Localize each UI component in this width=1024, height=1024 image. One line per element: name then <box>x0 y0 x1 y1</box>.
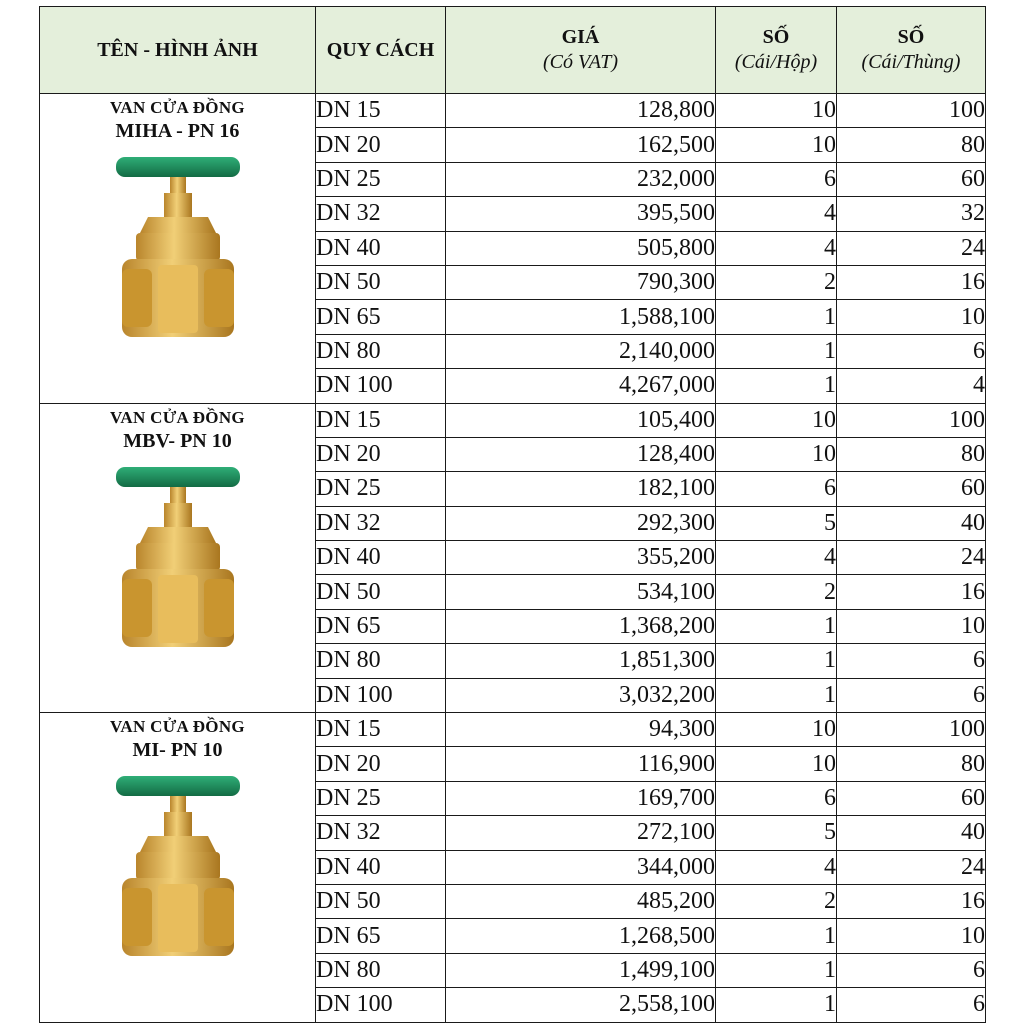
header-price <box>446 7 716 94</box>
carton-qty-cell: 24 <box>837 850 986 884</box>
box-qty-cell: 10 <box>716 437 837 471</box>
box-qty-cell: 4 <box>716 231 837 265</box>
spec-cell: DN 80 <box>316 953 446 987</box>
price-cell: 395,500 <box>446 197 716 231</box>
price-cell: 3,032,200 <box>446 678 716 712</box>
spec-cell: DN 65 <box>316 919 446 953</box>
box-qty-cell: 6 <box>716 781 837 815</box>
spec-cell: DN 65 <box>316 609 446 643</box>
header-box-sub: (Cái/Hộp) <box>734 51 818 73</box>
box-qty-cell: 1 <box>716 678 837 712</box>
spec-cell: DN 40 <box>316 231 446 265</box>
price-cell: 1,499,100 <box>446 953 716 987</box>
box-qty-cell: 4 <box>716 197 837 231</box>
box-qty-cell: 1 <box>716 953 837 987</box>
price-cell: 790,300 <box>446 265 716 299</box>
carton-qty-cell: 100 <box>837 713 986 747</box>
box-qty-cell: 1 <box>716 609 837 643</box>
spec-cell: DN 15 <box>316 94 446 128</box>
price-cell: 94,300 <box>446 713 716 747</box>
carton-qty-cell: 100 <box>837 94 986 128</box>
spec-cell: DN 15 <box>316 403 446 437</box>
price-cell: 2,140,000 <box>446 334 716 368</box>
spec-cell: DN 50 <box>316 884 446 918</box>
price-cell: 116,900 <box>446 747 716 781</box>
price-cell: 182,100 <box>446 472 716 506</box>
spec-cell: DN 100 <box>316 988 446 1022</box>
spec-cell: DN 40 <box>316 850 446 884</box>
spec-cell: DN 100 <box>316 369 446 403</box>
box-qty-cell: 2 <box>716 575 837 609</box>
product-cell <box>40 403 316 713</box>
spec-cell: DN 25 <box>316 781 446 815</box>
price-cell: 1,851,300 <box>446 644 716 678</box>
brass-gate-valve-icon <box>108 772 248 977</box>
header-name-image <box>40 7 316 94</box>
price-cell: 272,100 <box>446 816 716 850</box>
header-carton-label: SỐ <box>897 26 925 48</box>
header-carton-sub: (Cái/Thùng) <box>861 51 961 73</box>
header-price-label: GIÁ <box>561 26 600 48</box>
spec-cell: DN 65 <box>316 300 446 334</box>
header-price-sub: (Có VAT) <box>543 51 618 73</box>
carton-qty-cell: 6 <box>837 988 986 1022</box>
price-cell: 355,200 <box>446 541 716 575</box>
spec-cell: DN 20 <box>316 747 446 781</box>
price-cell: 292,300 <box>446 506 716 540</box>
box-qty-cell: 6 <box>716 162 837 196</box>
carton-qty-cell: 60 <box>837 781 986 815</box>
price-cell: 105,400 <box>446 403 716 437</box>
product-title: VAN CỬA ĐỒNG <box>110 717 245 737</box>
price-cell: 4,267,000 <box>446 369 716 403</box>
table-row <box>40 713 986 747</box>
box-qty-cell: 6 <box>716 472 837 506</box>
spec-cell: DN 80 <box>316 334 446 368</box>
carton-qty-cell: 16 <box>837 575 986 609</box>
box-qty-cell: 2 <box>716 884 837 918</box>
carton-qty-cell: 80 <box>837 128 986 162</box>
carton-qty-cell: 32 <box>837 197 986 231</box>
header-box-qty <box>716 7 837 94</box>
carton-qty-cell: 80 <box>837 437 986 471</box>
box-qty-cell: 10 <box>716 94 837 128</box>
price-cell: 169,700 <box>446 781 716 815</box>
price-cell: 128,800 <box>446 94 716 128</box>
box-qty-cell: 4 <box>716 541 837 575</box>
carton-qty-cell: 6 <box>837 644 986 678</box>
box-qty-cell: 1 <box>716 334 837 368</box>
carton-qty-cell: 6 <box>837 678 986 712</box>
box-qty-cell: 10 <box>716 747 837 781</box>
spec-cell: DN 50 <box>316 575 446 609</box>
spec-cell: DN 25 <box>316 472 446 506</box>
carton-qty-cell: 10 <box>837 609 986 643</box>
price-cell: 534,100 <box>446 575 716 609</box>
carton-qty-cell: 80 <box>837 747 986 781</box>
header-row <box>40 7 986 94</box>
header-carton-qty <box>837 7 986 94</box>
price-cell: 344,000 <box>446 850 716 884</box>
product-model: MI- PN 10 <box>132 739 223 762</box>
spec-cell: DN 80 <box>316 644 446 678</box>
carton-qty-cell: 40 <box>837 816 986 850</box>
box-qty-cell: 1 <box>716 369 837 403</box>
spec-cell: DN 15 <box>316 713 446 747</box>
carton-qty-cell: 10 <box>837 919 986 953</box>
box-qty-cell: 2 <box>716 265 837 299</box>
spec-cell: DN 100 <box>316 678 446 712</box>
box-qty-cell: 10 <box>716 403 837 437</box>
header-box-label: SỐ <box>762 26 790 48</box>
carton-qty-cell: 24 <box>837 541 986 575</box>
brass-gate-valve-icon <box>108 463 248 668</box>
carton-qty-cell: 6 <box>837 953 986 987</box>
spec-cell: DN 20 <box>316 128 446 162</box>
product-title: VAN CỬA ĐỒNG <box>110 407 245 427</box>
header-spec-label: QUY CÁCH <box>326 38 435 61</box>
carton-qty-cell: 10 <box>837 300 986 334</box>
box-qty-cell: 1 <box>716 919 837 953</box>
carton-qty-cell: 4 <box>837 369 986 403</box>
table-row <box>40 94 986 128</box>
carton-qty-cell: 6 <box>837 334 986 368</box>
spec-cell: DN 20 <box>316 437 446 471</box>
spec-cell: DN 40 <box>316 541 446 575</box>
carton-qty-cell: 24 <box>837 231 986 265</box>
carton-qty-cell: 16 <box>837 265 986 299</box>
price-cell: 232,000 <box>446 162 716 196</box>
spec-cell: DN 50 <box>316 265 446 299</box>
price-table <box>39 6 986 1023</box>
box-qty-cell: 10 <box>716 713 837 747</box>
product-cell <box>40 713 316 1023</box>
price-cell: 128,400 <box>446 437 716 471</box>
price-cell: 505,800 <box>446 231 716 265</box>
box-qty-cell: 4 <box>716 850 837 884</box>
spec-cell: DN 32 <box>316 197 446 231</box>
carton-qty-cell: 60 <box>837 472 986 506</box>
product-title: VAN CỬA ĐỒNG <box>110 98 245 117</box>
spec-cell: DN 25 <box>316 162 446 196</box>
carton-qty-cell: 100 <box>837 403 986 437</box>
spec-cell: DN 32 <box>316 506 446 540</box>
box-qty-cell: 1 <box>716 644 837 678</box>
price-cell: 1,268,500 <box>446 919 716 953</box>
header-name-label: TÊN - HÌNH ẢNH <box>97 38 258 61</box>
box-qty-cell: 10 <box>716 128 837 162</box>
box-qty-cell: 1 <box>716 300 837 334</box>
price-cell: 1,368,200 <box>446 609 716 643</box>
box-qty-cell: 1 <box>716 988 837 1022</box>
product-model: MBV- PN 10 <box>123 429 232 452</box>
table-row <box>40 403 986 437</box>
carton-qty-cell: 60 <box>837 162 986 196</box>
box-qty-cell: 5 <box>716 816 837 850</box>
header-spec <box>316 7 446 94</box>
product-cell <box>40 94 316 404</box>
carton-qty-cell: 40 <box>837 506 986 540</box>
price-cell: 485,200 <box>446 884 716 918</box>
price-cell: 2,558,100 <box>446 988 716 1022</box>
carton-qty-cell: 16 <box>837 884 986 918</box>
brass-gate-valve-icon <box>108 153 248 358</box>
table-body <box>40 94 986 1023</box>
spec-cell: DN 32 <box>316 816 446 850</box>
price-cell: 162,500 <box>446 128 716 162</box>
price-cell: 1,588,100 <box>446 300 716 334</box>
box-qty-cell: 5 <box>716 506 837 540</box>
product-model: MIHA - PN 16 <box>115 120 240 142</box>
